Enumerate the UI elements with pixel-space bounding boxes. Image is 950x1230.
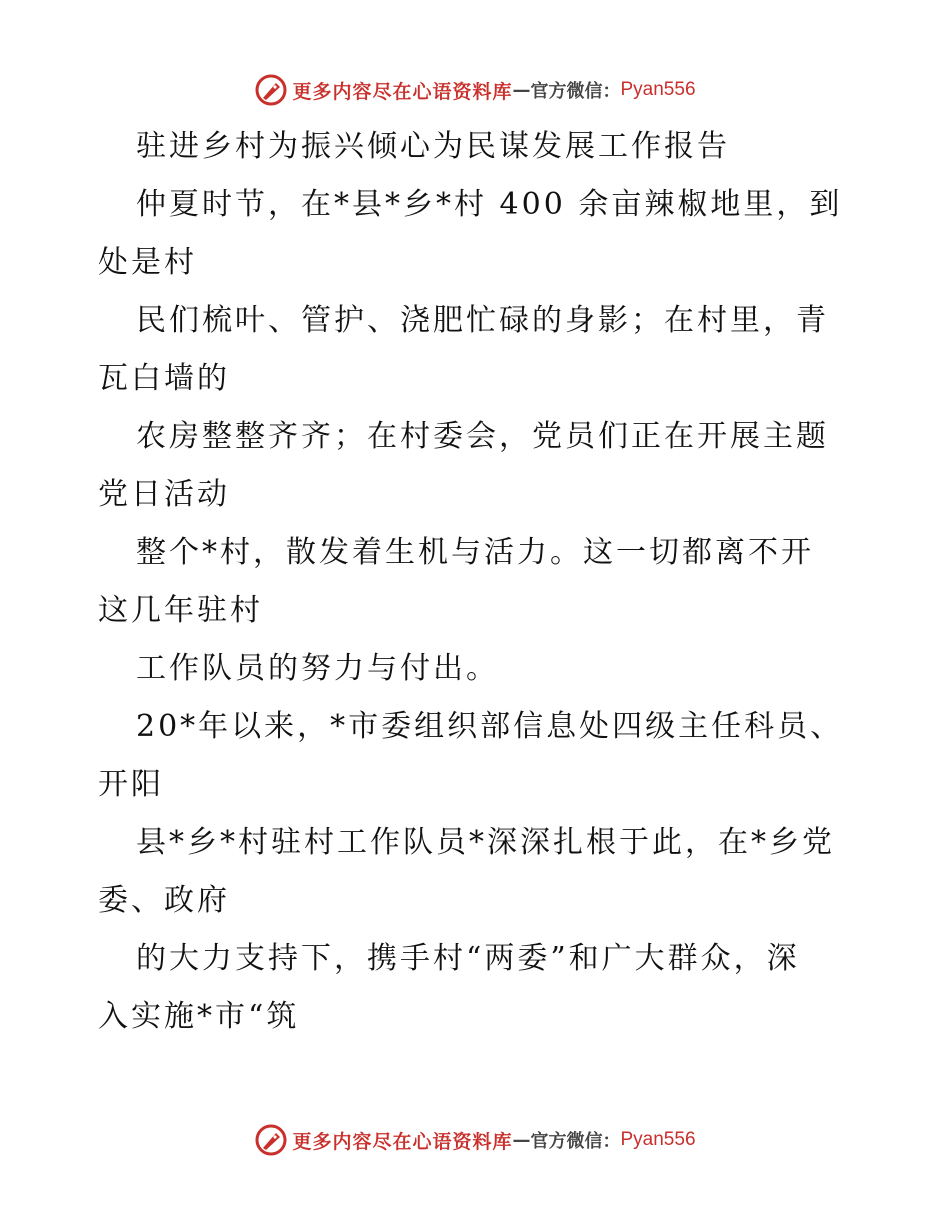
pen-nib-logo-icon	[254, 1123, 288, 1157]
watermark-brand-text: 更多内容尽在心语资料库	[292, 1130, 513, 1153]
text-line: 仲夏时节，在*县*乡*村 400 余亩辣椒地里，到	[136, 187, 843, 222]
document-body	[98, 118, 858, 1046]
watermark-brand-text: 更多内容尽在心语资料库	[292, 80, 513, 103]
watermark-separator: —	[512, 79, 531, 101]
watermark-banner-top	[0, 70, 950, 110]
text-line: 瓦白墙的	[98, 361, 230, 396]
text-line: 开阳	[98, 767, 164, 802]
text-line: 入实施*市“筑	[98, 999, 300, 1034]
watermark-banner-bottom	[0, 1120, 950, 1160]
text-line: 20*年以来，*市委组织部信息处四级主任科员、	[136, 709, 844, 744]
text-line: 民们梳叶、管护、浇肥忙碌的身影；在村里，青	[136, 303, 829, 338]
text-line: 工作队员的努力与付出。	[136, 651, 499, 686]
text-line: 处是村	[98, 245, 197, 280]
watermark-separator: —	[512, 1129, 531, 1151]
pen-nib-logo-icon	[254, 73, 288, 107]
text-line: 驻进乡村为振兴倾心为民谋发展工作报告	[136, 129, 730, 164]
text-line: 农房整整齐齐；在村委会，党员们正在开展主题	[136, 419, 829, 454]
text-line: 这几年驻村	[98, 593, 263, 628]
watermark-official-label: 官方微信：	[530, 1131, 621, 1152]
text-line: 党日活动	[98, 477, 230, 512]
text-line: 的大力支持下，携手村“两委”和广大群众，深	[136, 941, 800, 976]
text-line: 县*乡*村驻村工作队员*深深扎根于此，在*乡党	[136, 825, 835, 860]
watermark-wechat-id: Pyan556	[620, 1129, 696, 1150]
watermark-wechat-id: Pyan556	[620, 79, 696, 100]
text-line: 整个*村，散发着生机与活力。这一切都离不开	[136, 535, 814, 570]
watermark-official-label: 官方微信：	[530, 81, 621, 102]
text-line: 委、政府	[98, 883, 230, 918]
